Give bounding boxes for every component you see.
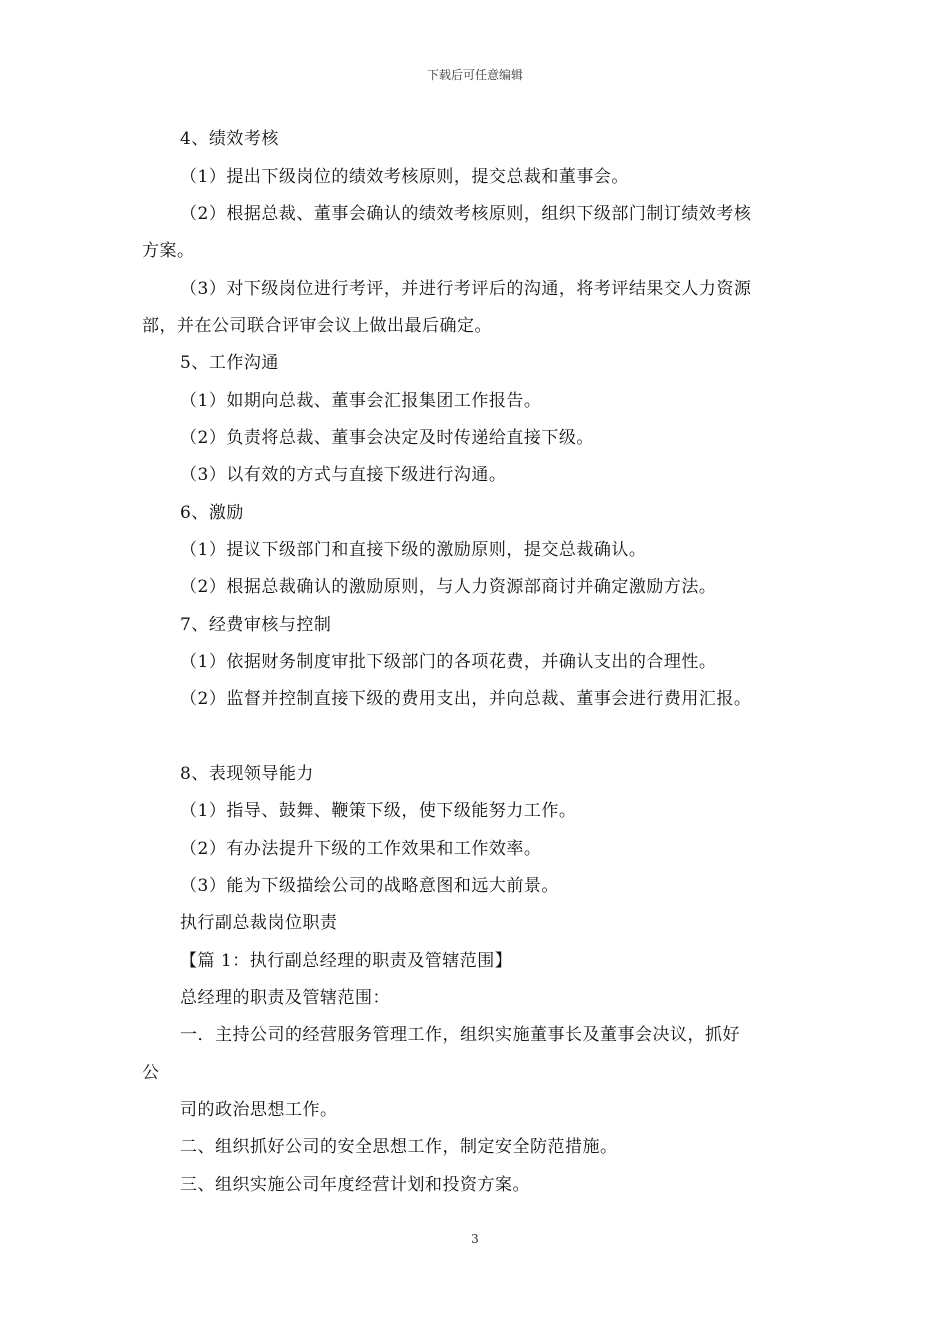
section-heading: 4、绩效考核 [180, 129, 279, 149]
section-heading: 8、表现领导能力 [180, 764, 314, 784]
paragraph-line: （2）有办法提升下级的工作效果和工作效率。 [180, 839, 542, 859]
paragraph-line: （2）监督并控制直接下级的费用支出，并向总裁、董事会进行费用汇报。 [180, 689, 752, 709]
paragraph-line: （3）对下级岗位进行考评，并进行考评后的沟通，将考评结果交人力资源 [180, 279, 752, 299]
page-header-note: 下载后可任意编辑 [426, 68, 523, 82]
section-heading: 【篇 1：执行副总经理的职责及管辖范围】 [180, 951, 513, 971]
paragraph-line: （2）根据总裁确认的激励原则，与人力资源部商讨并确定激励方法。 [180, 577, 717, 597]
paragraph-line: （1）提出下级岗位的绩效考核原则，提交总裁和董事会。 [180, 167, 629, 187]
paragraph-line: （2）负责将总裁、董事会决定及时传递给直接下级。 [180, 428, 594, 448]
paragraph-line: 二、组织抓好公司的安全思想工作，制定安全防范措施。 [180, 1137, 618, 1157]
paragraph-line: 三、组织实施公司年度经营计划和投资方案。 [180, 1175, 530, 1195]
paragraph-line: （3）以有效的方式与直接下级进行沟通。 [180, 465, 507, 485]
page-number: 3 [471, 1232, 479, 1246]
section-heading: 5、工作沟通 [180, 353, 279, 373]
paragraph-line: （2）根据总裁、董事会确认的绩效考核原则，组织下级部门制订绩效考核 [180, 204, 752, 224]
section-heading: 执行副总裁岗位职责 [180, 913, 338, 933]
paragraph-line: （1）提议下级部门和直接下级的激励原则，提交总裁确认。 [180, 540, 647, 560]
paragraph-line: （1）依据财务制度审批下级部门的各项花费，并确认支出的合理性。 [180, 652, 717, 672]
paragraph-line: 部，并在公司联合评审会议上做出最后确定。 [142, 316, 492, 336]
section-heading: 7、经费审核与控制 [180, 615, 332, 635]
paragraph-line: （1）指导、鼓舞、鞭策下级，使下级能努力工作。 [180, 801, 577, 821]
paragraph-line: 总经理的职责及管辖范围： [180, 988, 390, 1008]
paragraph-line: （3）能为下级描绘公司的战略意图和远大前景。 [180, 876, 559, 896]
paragraph-line: 司的政治思想工作。 [180, 1100, 338, 1120]
paragraph-line: （1）如期向总裁、董事会汇报集团工作报告。 [180, 391, 542, 411]
section-heading: 6、激励 [180, 503, 244, 523]
paragraph-line: 方案。 [142, 241, 195, 261]
paragraph-line: 一．主持公司的经营服务管理工作，组织实施董事长及董事会决议，抓好 [180, 1025, 740, 1045]
paragraph-line: 公 [142, 1063, 160, 1083]
